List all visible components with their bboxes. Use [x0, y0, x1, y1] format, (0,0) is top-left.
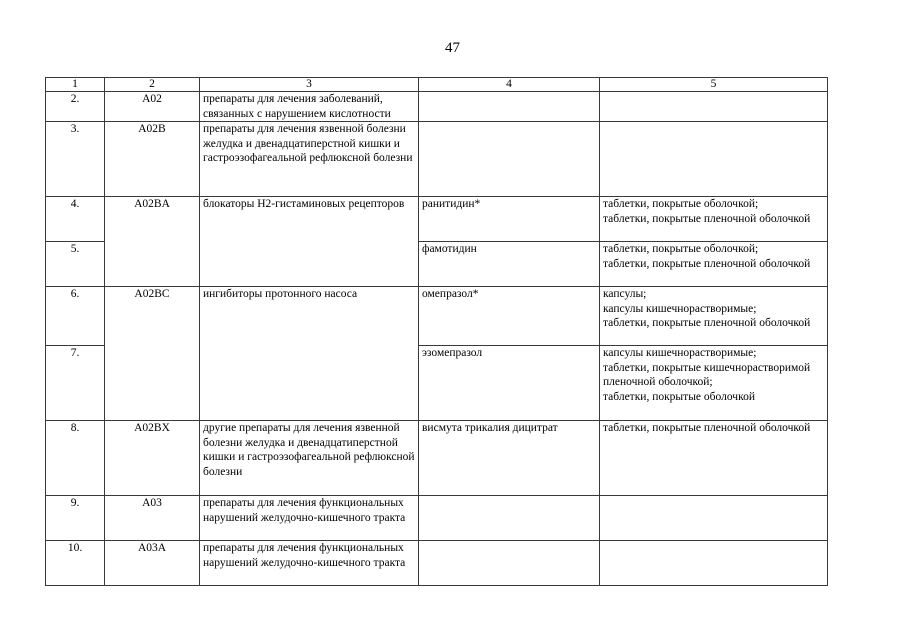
- row-number: 5.: [46, 242, 105, 287]
- row-number: 8.: [46, 421, 105, 496]
- dosage-forms: [600, 242, 828, 287]
- dosage-form: таблетки, покрытые пленочной оболочкой: [603, 257, 811, 270]
- row-number: 6.: [46, 287, 105, 346]
- drug-name: [419, 92, 600, 122]
- drug-table: [45, 77, 828, 586]
- atc-code: A03: [105, 496, 200, 541]
- column-header: 3: [200, 78, 419, 92]
- dosage-forms: [600, 287, 828, 346]
- drug-name: ранитидин*: [419, 197, 600, 242]
- drug-name: [419, 122, 600, 197]
- column-header: 2: [105, 78, 200, 92]
- row-number: 10.: [46, 541, 105, 586]
- drug-name: висмута трикалия дицитрат: [419, 421, 600, 496]
- atc-code: A02: [105, 92, 200, 122]
- dosage-form: таблетки, покрытые оболочкой;: [603, 198, 759, 211]
- dosage-form: таблетки, покрытые пленочной оболочкой: [603, 212, 811, 225]
- drug-name: фамотидин: [419, 242, 600, 287]
- row-number: 3.: [46, 122, 105, 197]
- table-row: [46, 421, 828, 496]
- drug-group: препараты для лечения функциональных нарушений желудочно-кишечного тракта: [200, 496, 419, 541]
- column-header: 4: [419, 78, 600, 92]
- column-header: 5: [600, 78, 828, 92]
- table-row: [46, 496, 828, 541]
- dosage-forms: [600, 421, 828, 496]
- dosage-form: таблетки, покрытые оболочкой;: [603, 243, 759, 256]
- atc-code: A02B: [105, 122, 200, 197]
- drug-group: препараты для лечения функциональных нарушений желудочно-кишечного тракта: [200, 541, 419, 586]
- table-row: [46, 541, 828, 586]
- drug-name: [419, 496, 600, 541]
- dosage-forms: [600, 346, 828, 421]
- dosage-forms: [600, 122, 828, 197]
- drug-group: ингибиторы протонного насоса: [200, 287, 419, 421]
- drug-group: препараты для лечения язвенной болезни желудка и двенадцатиперстной кишки и гастроэзофагеальной рефлюксной болезни: [200, 122, 419, 197]
- drug-name: омепразол*: [419, 287, 600, 346]
- atc-code: A02BX: [105, 421, 200, 496]
- table-row: [46, 92, 828, 122]
- dosage-forms: [600, 496, 828, 541]
- drug-group: блокаторы Н2-гистаминовых рецепторов: [200, 197, 419, 287]
- row-number: 7.: [46, 346, 105, 421]
- atc-code: A02BC: [105, 287, 200, 421]
- dosage-forms: [600, 541, 828, 586]
- atc-code: A03A: [105, 541, 200, 586]
- dosage-form: таблетки, покрытые пленочной оболочкой: [603, 422, 811, 435]
- dosage-form: таблетки, покрытые кишечнорастворимой пленочной оболочкой;: [603, 361, 811, 389]
- table-row: [46, 122, 828, 197]
- atc-code: A02BA: [105, 197, 200, 287]
- drug-name: эзомепразол: [419, 346, 600, 421]
- row-number: 4.: [46, 197, 105, 242]
- dosage-forms: [600, 92, 828, 122]
- table-row: [46, 287, 828, 346]
- dosage-form: капсулы кишечнорастворимые;: [603, 302, 757, 315]
- drug-group: другие препараты для лечения язвенной болезни желудка и двенадцатиперстной кишки и гастроэзофагеальной рефлюксной болезни: [200, 421, 419, 496]
- dosage-form: капсулы кишечнорастворимые;: [603, 347, 757, 360]
- dosage-form: таблетки, покрытые оболочкой: [603, 390, 755, 403]
- table-row: [46, 197, 828, 242]
- dosage-form: капсулы;: [603, 288, 647, 301]
- page-number: 47: [445, 40, 460, 56]
- drug-name: [419, 541, 600, 586]
- dosage-forms: [600, 197, 828, 242]
- drug-group: препараты для лечения заболеваний, связанных с нарушением кислотности: [200, 92, 419, 122]
- dosage-form: таблетки, покрытые пленочной оболочкой: [603, 317, 811, 330]
- table-header-row: [46, 78, 828, 92]
- row-number: 9.: [46, 496, 105, 541]
- column-header: 1: [46, 78, 105, 92]
- row-number: 2.: [46, 92, 105, 122]
